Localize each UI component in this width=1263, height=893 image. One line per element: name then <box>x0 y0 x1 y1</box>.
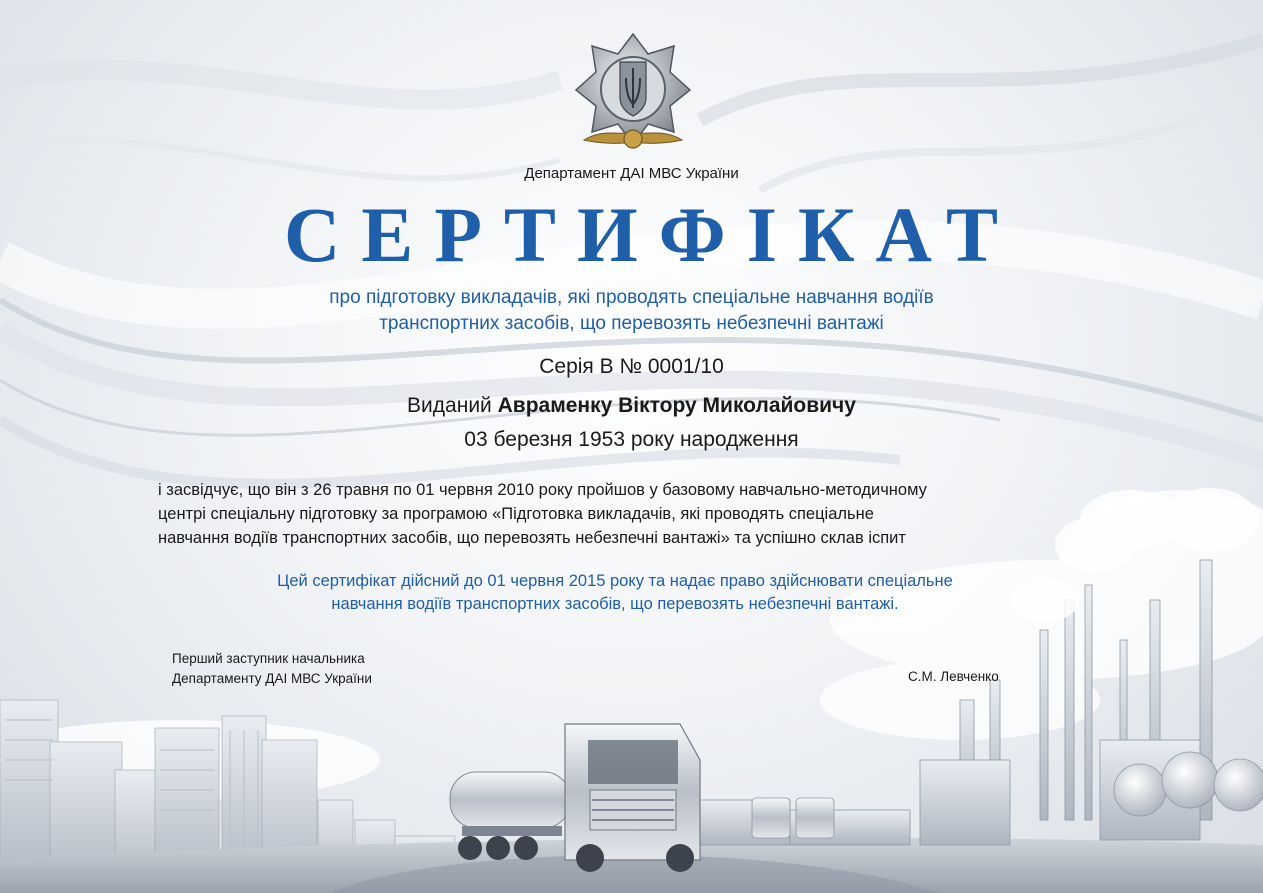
recipient-line <box>0 394 1263 418</box>
recipient-name: Авраменку Віктору Миколайовичу <box>497 394 856 417</box>
birth-date: 03 березня 1953 року народження <box>464 428 799 451</box>
certificate-body <box>158 478 1098 550</box>
certificate-subtitle <box>0 285 1263 337</box>
certificate-title: СЕРТИФІКАТ <box>283 191 1020 278</box>
validity-line-2: навчання водіїв транспортних засобів, що перевозять небезпечні вантажі. <box>331 595 899 613</box>
signer-title-line-1: Перший заступник начальника <box>172 651 365 666</box>
subtitle-line-2: транспортних засобів, що перевозять небезпечні вантажі <box>379 313 884 334</box>
signer-title-line-2: Департаменту ДАІ МВС України <box>172 671 372 686</box>
body-line-1: і засвідчує, що він з 26 травня по 01 червня 2010 року пройшов у базовому навчально-методичному <box>158 481 927 499</box>
subtitle-line-1: про підготовку викладачів, які проводять спеціальне навчання водіїв <box>329 287 934 308</box>
series-number: Серія В № 0001/10 <box>539 355 724 378</box>
body-line-2: центрі спеціальну підготовку за програмою «Підготовка викладачів, які проводять спеціальне <box>158 505 874 523</box>
signer-name: С.М. Левченко <box>908 669 999 684</box>
issuer-name: Департамент ДАІ МВС України <box>524 165 739 182</box>
signer-position <box>172 649 372 689</box>
validity-statement <box>150 570 1080 616</box>
tanker-truck <box>450 724 700 872</box>
validity-line-1: Цей сертифікат дійсний до 01 червня 2015 року та надає право здійснювати спеціальне <box>277 572 953 590</box>
recipient-prefix: Виданий <box>407 394 492 417</box>
body-line-3: навчання водіїв транспортних засобів, що перевозять небезпечні вантажі» та успішно склав іспит <box>158 529 906 547</box>
dai-emblem-icon <box>574 32 692 160</box>
